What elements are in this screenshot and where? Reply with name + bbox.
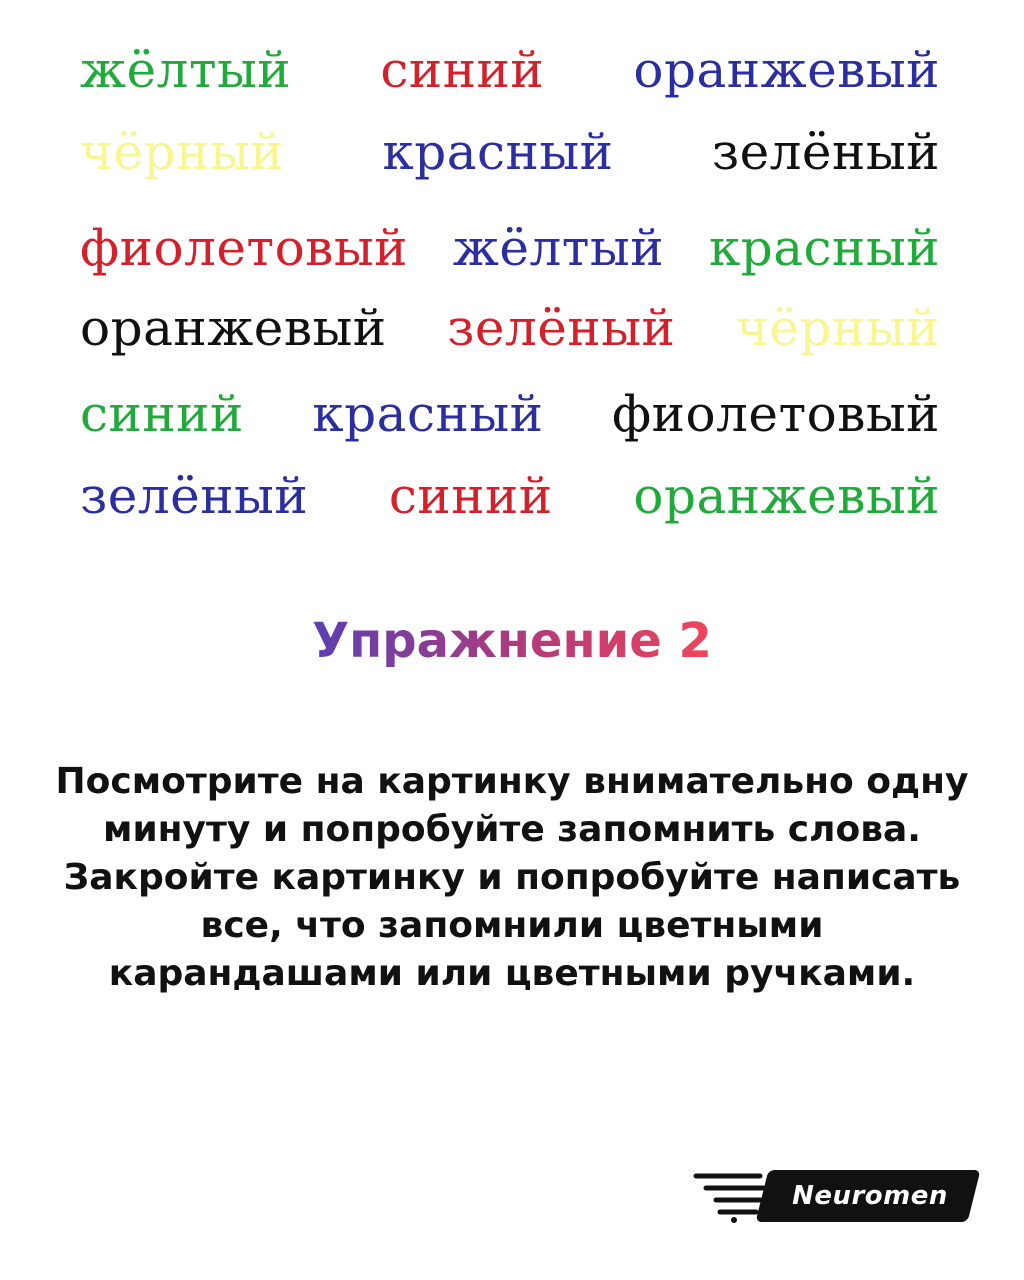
instruction-line: все, что запомнили цветными	[200, 905, 824, 946]
color-word: красный	[312, 385, 544, 443]
color-word-grid	[0, 30, 1024, 590]
instruction-line: карандашами или цветными ручками.	[108, 953, 916, 994]
exercise-title	[0, 606, 1024, 676]
color-word: зелёный	[447, 299, 676, 357]
color-word: фиолетовый	[612, 385, 940, 443]
instructions-text	[20, 758, 1004, 998]
color-word: синий	[388, 467, 553, 525]
color-word: чёрный	[735, 299, 940, 357]
color-word: чёрный	[80, 123, 285, 181]
word-row-5	[80, 374, 940, 454]
color-word: оранжевый	[633, 467, 940, 525]
color-word: зелёный	[711, 123, 940, 181]
word-row-4	[80, 288, 940, 368]
word-row-3	[80, 208, 940, 288]
color-word: оранжевый	[80, 299, 387, 357]
color-word: жёлтый	[80, 41, 292, 99]
color-word: фиолетовый	[80, 219, 408, 277]
exercise-title-text: Упражнение 2	[312, 613, 712, 669]
color-word: красный	[708, 219, 940, 277]
word-row-6	[80, 456, 940, 536]
color-word: зелёный	[80, 467, 309, 525]
color-word: оранжевый	[633, 41, 940, 99]
instruction-line: минуту и попробуйте запомнить слова.	[103, 809, 921, 850]
instruction-line: Закройте картинку и попробуйте написать	[63, 857, 961, 898]
neuromen-logo	[690, 1168, 980, 1224]
logo-text: Neuromen	[792, 1181, 948, 1211]
word-row-2	[80, 112, 940, 192]
color-word: синий	[380, 41, 545, 99]
color-word: жёлтый	[452, 219, 665, 277]
instruction-line: Посмотрите на картинку внимательно одну	[55, 761, 969, 802]
color-word: красный	[382, 123, 614, 181]
word-row-1	[80, 30, 940, 110]
color-word: синий	[80, 385, 244, 443]
